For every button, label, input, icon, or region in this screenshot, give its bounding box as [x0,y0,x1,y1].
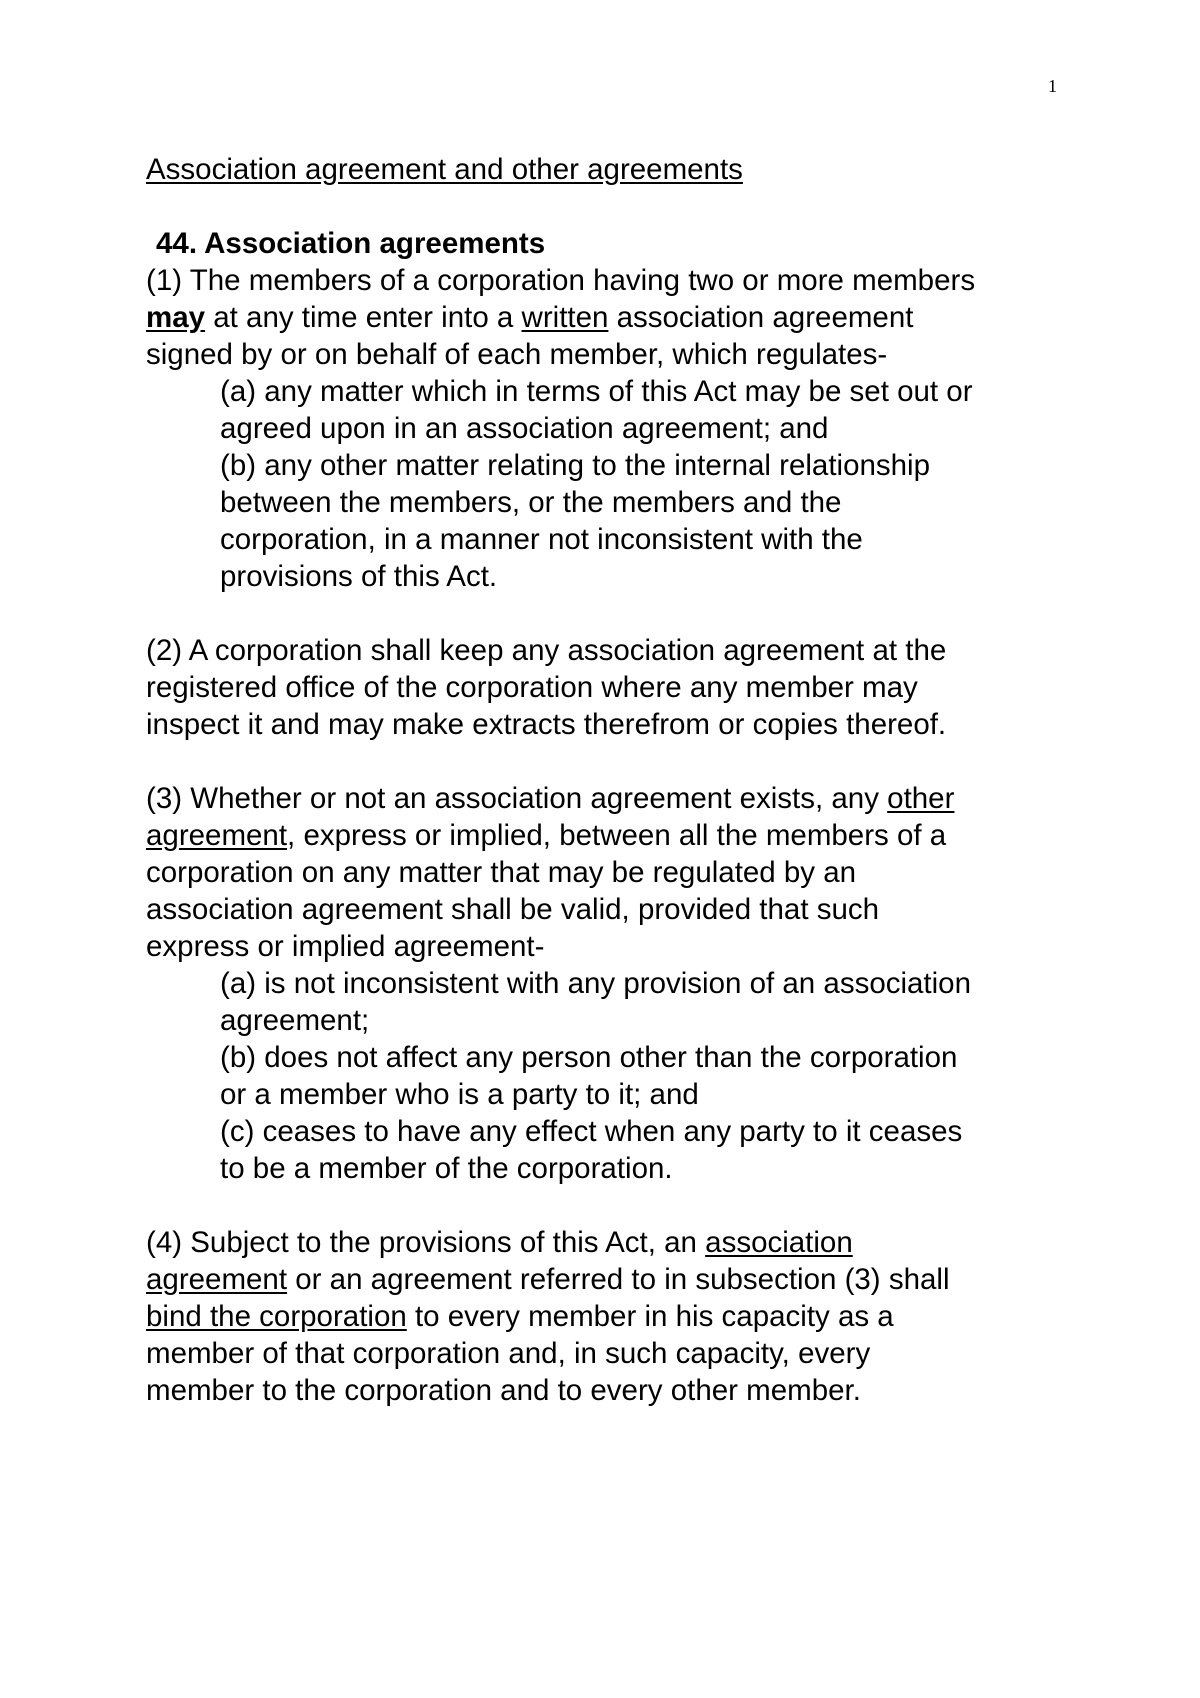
text-run: to every member in his capacity as a [406,1300,894,1333]
emphasis-association-agreement: agreement [146,1263,288,1296]
subsection-1 [146,262,1086,595]
spacer [146,595,1086,632]
paragraph-3c-line-2: to be a member of the corporation. [220,1152,673,1185]
text-run: at any time enter into a [205,301,522,334]
spacer [146,188,1086,225]
text-run: , express or implied, between all the members of a [287,819,947,852]
subsection-4-line-3 [146,1298,1086,1335]
document-body [146,151,1086,1409]
emphasis-other-agreement: agreement [146,819,288,852]
paragraph-1b-line-1: (b) any other matter relating to the internal relationship [220,449,931,482]
spacer [146,1187,1086,1224]
subsection-3-line-3: corporation on any matter that may be regulated by an [146,856,857,889]
text-run: or an agreement referred to in subsection (3) shall [287,1263,950,1296]
emphasis-may: may [146,301,206,334]
paragraph-1a-line-1: (a) any matter which in terms of this Act may be set out or [220,375,973,408]
subsection-4-line-4: member of that corporation and, in such capacity, every [146,1337,871,1370]
paragraph-1b-line-3: corporation, in a manner not inconsistent with the [220,523,863,556]
subsection-3-line-4: association agreement shall be valid, provided that such [146,893,880,926]
subsection-4-line-5: member to the corporation and to every other member. [146,1374,861,1407]
subsection-3-line-5: express or implied agreement- [146,930,545,963]
subsection-2-line-3: inspect it and may make extracts therefrom or copies thereof. [146,708,947,741]
paragraph-1a-line-2: agreed upon in an association agreement; and [220,412,829,445]
subsection-4 [146,1224,1086,1409]
subsection-3-line-2 [146,817,1086,854]
subsection-2-line-1: (2) A corporation shall keep any association agreement at the [146,634,947,667]
text-run: (4) Subject to the provisions of this Act, an [146,1226,706,1259]
paragraph-3b-line-1: (b) does not affect any person other than the corporation [220,1041,958,1074]
paragraph-3a-line-2: agreement; [220,1004,370,1037]
subsection-2-line-2: registered office of the corporation where any member may [146,671,918,704]
subsection-4-line-2 [146,1261,1086,1298]
paragraph-3a-line-1: (a) is not inconsistent with any provision of an association [220,967,971,1000]
paragraph-3c-line-1: (c) ceases to have any effect when any party to it ceases [220,1115,963,1148]
document-title: Association agreement and other agreements [146,153,743,186]
subsection-3 [146,780,1086,1187]
text-run: (3) Whether or not an association agreement exists, any [146,782,888,815]
subsection-3-line-1 [146,780,1086,817]
subsection-2 [146,632,1086,743]
section-heading: 44. Association agreements [156,227,546,260]
text-run: association agreement [608,301,914,334]
paragraph-1b-line-2: between the members, or the members and the [220,486,842,519]
subsection-1-line-2 [146,299,1086,336]
emphasis-written: written [521,301,609,334]
emphasis-association-agreement: association [705,1226,853,1259]
paragraph-3b-line-2: or a member who is a party to it; and [220,1078,699,1111]
emphasis-other-agreement: other [887,782,955,815]
subsection-1-line-3: signed by or on behalf of each member, which regulates- [146,338,888,371]
paragraph-1b-line-4: provisions of this Act. [220,560,498,593]
subsection-1-line-1: (1) The members of a corporation having two or more members [146,264,976,297]
subsection-4-line-1 [146,1224,1086,1261]
emphasis-bind-the-corporation: bind the corporation [146,1300,407,1333]
spacer [146,743,1086,780]
page-number: 1 [1048,76,1057,96]
